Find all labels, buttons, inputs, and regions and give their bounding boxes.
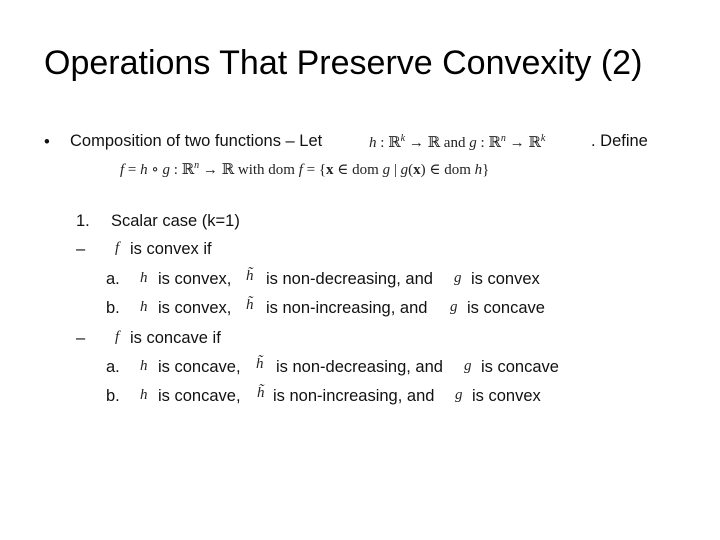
is-convex-text: is convex, (158, 270, 232, 288)
slide-title: Operations That Preserve Convexity (2) (44, 44, 643, 82)
is-convex-if-text: is convex if (130, 240, 212, 258)
bullet-text: Composition of two functions – Let (70, 132, 323, 150)
is-convex-text: is convex (471, 270, 540, 288)
h-symbol: h (140, 387, 148, 403)
item-number: 1. (76, 212, 90, 230)
is-convex-text: is convex, (158, 299, 232, 317)
is-concave-text: is concave (481, 358, 559, 376)
is-concave-text: is concave (467, 299, 545, 317)
f-definition-math: f = h ∘ g : ℝ$^n$ → ℝ with dom f = {x ∈ dom g | g(x) ∈ dom h} (120, 160, 490, 178)
nondecreasing-text: is non-decreasing, and (276, 358, 443, 376)
is-convex-text: is convex (472, 387, 541, 405)
h-tilde-symbol: h̃ (246, 297, 254, 313)
g-symbol: g (450, 299, 458, 315)
is-concave-if-text: is concave if (130, 329, 221, 347)
g-symbol: g (455, 387, 463, 403)
nonincreasing-text: is non-increasing, and (266, 299, 428, 317)
h-tilde-symbol: h̃ (257, 385, 265, 401)
f-symbol: f (115, 240, 120, 256)
g-symbol: g (454, 270, 462, 286)
define-text: . Define (591, 132, 648, 150)
dash-marker: – (76, 329, 86, 347)
scalar-case-label: Scalar case (k=1) (111, 212, 240, 230)
dash-marker: – (76, 240, 86, 258)
f-symbol: f (115, 329, 120, 345)
h-symbol: h (140, 299, 148, 315)
sub-label-b: b. (106, 299, 120, 317)
sub-label-b: b. (106, 387, 120, 405)
sub-label-a: a. (106, 358, 120, 376)
nondecreasing-text: is non-decreasing, and (266, 270, 433, 288)
bullet-marker: • (44, 133, 50, 151)
h-tilde-symbol: h̃ (256, 356, 264, 372)
h-symbol: h (140, 358, 148, 374)
is-concave-text: is concave, (158, 387, 241, 405)
sub-label-a: a. (106, 270, 120, 288)
h-definition-math: h : ℝ$^k$ → ℝ and g : ℝ$^n$ → ℝ$^k$ (369, 133, 546, 151)
is-concave-text: is concave, (158, 358, 241, 376)
h-tilde-symbol: h̃ (246, 268, 254, 284)
g-symbol: g (464, 358, 472, 374)
nonincreasing-text: is non-increasing, and (273, 387, 435, 405)
h-symbol: h (140, 270, 148, 286)
